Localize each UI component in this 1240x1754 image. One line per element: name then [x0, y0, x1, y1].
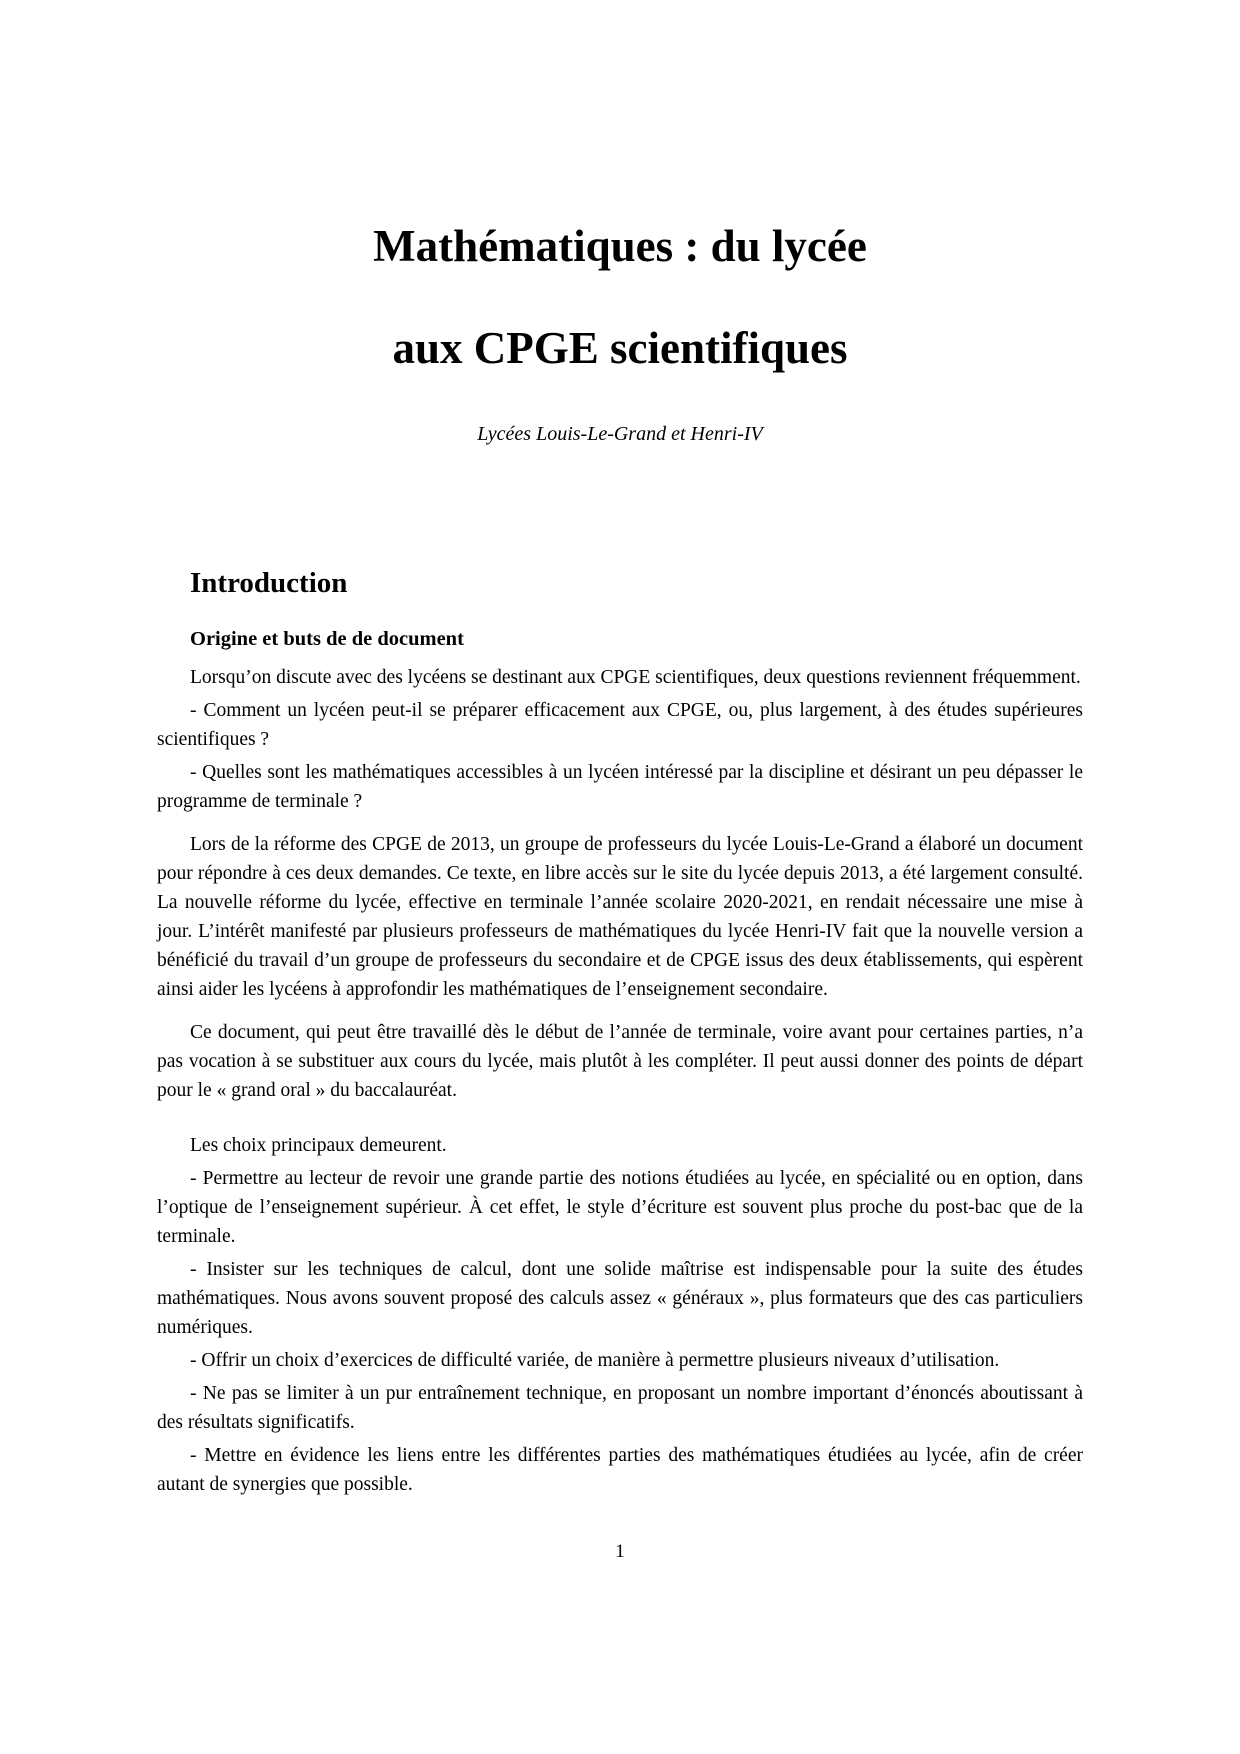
- paragraph-reforme-2013: Lors de la réforme des CPGE de 2013, un groupe de professeurs du lycée Louis-Le-Grand a élaboré un document pour répondre à ces deux demandes. Ce texte, en libre accès sur le site du lycée depuis 2013, a été largement consulté. La nouvelle réforme du lycée, effective en terminale l’année scolaire 2020-2021, en rendait nécessaire une mise à jour. L’intérêt manifesté par plusieurs professeurs de mathématiques du lycée Henri-IV fait que la nouvelle version a bénéficié du travail d’un groupe de professeurs du secondaire et de CPGE issus des deux établissements, qui espèrent ainsi aider les lycéens à approfondir les mathématiques de l’enseignement secondaire.: [157, 834, 1083, 1000]
- subsection-heading-origine: Origine et buts de de document: [190, 628, 464, 650]
- paragraph-choix-offrir: - Offrir un choix d’exercices de difficulté variée, de manière à permettre plusieurs niveaux d’utilisation.: [190, 1350, 1000, 1371]
- paragraph-choix-principaux: Les choix principaux demeurent.: [190, 1135, 447, 1156]
- text-block: [157, 0, 1083, 1499]
- page-number: 1: [615, 1541, 625, 1562]
- paragraph-intro-questions: Lorsqu’on discute avec des lycéens se destinant aux CPGE scientifiques, deux questions reviennent fréquemment.: [190, 667, 1081, 688]
- document-title-line1: Mathématiques : du lycée: [373, 221, 867, 271]
- document-title-line2: aux CPGE scientifiques: [392, 323, 848, 373]
- paragraph-choix-mettre-evidence: - Mettre en évidence les liens entre les différentes parties des mathématiques étudiées au lycée, afin de créer autant de synergies que possible.: [157, 1445, 1083, 1495]
- section-heading-introduction: Introduction: [190, 567, 348, 599]
- paragraph-question-1: - Comment un lycéen peut-il se préparer efficacement aux CPGE, ou, plus largement, à des études supérieures scientifiques ?: [157, 700, 1083, 750]
- paragraph-question-2: - Quelles sont les mathématiques accessibles à un lycéen intéressé par la discipline et désirant un peu dépasser le programme de terminale ?: [157, 762, 1083, 812]
- document-subtitle: Lycées Louis-Le-Grand et Henri-IV: [477, 423, 763, 445]
- paragraph-choix-ne-pas-limiter: - Ne pas se limiter à un pur entraînement technique, en proposant un nombre important d’énoncés aboutissant à des résultats significatifs.: [157, 1383, 1083, 1433]
- paragraph-choix-permettre: - Permettre au lecteur de revoir une grande partie des notions étudiées au lycée, en spécialité ou en option, dans l’optique de l’enseignement supérieur. À cet effet, le style d’écriture est souvent plus proche du post-bac que de la terminale.: [157, 1168, 1083, 1247]
- paragraph-choix-insister: - Insister sur les techniques de calcul, dont une solide maîtrise est indispensable pour la suite des études mathématiques. Nous avons souvent proposé des calculs assez « généraux », plus formateurs que des cas particuliers numériques.: [157, 1259, 1083, 1338]
- paragraph-ce-document: Ce document, qui peut être travaillé dès le début de l’année de terminale, voire avant pour certaines parties, n’a pas vocation à se substituer aux cours du lycée, mais plutôt à les compléter. Il peut aussi donner des points de départ pour le « grand oral » du baccalauréat.: [157, 1022, 1083, 1101]
